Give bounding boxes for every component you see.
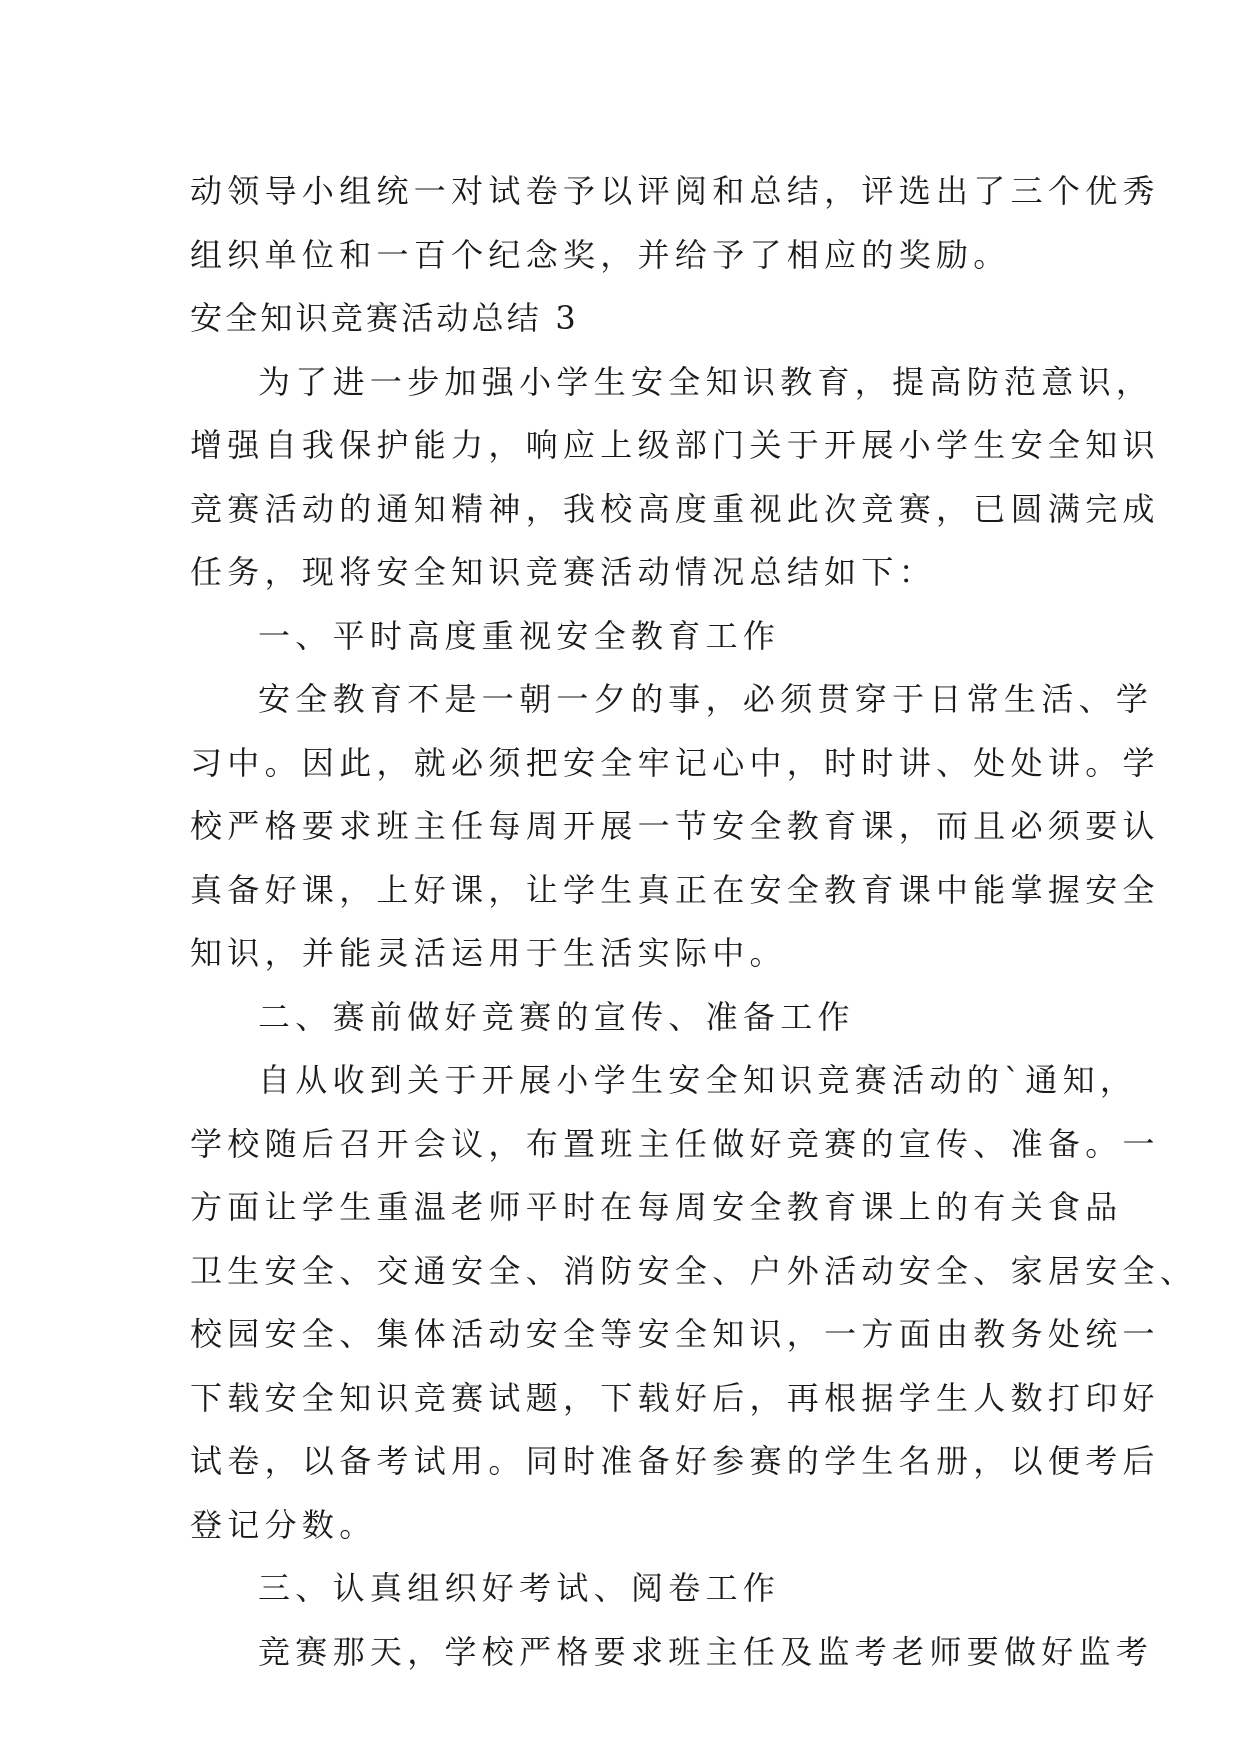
text-line: 卫生安全、交通安全、消防安全、户外活动安全、家居安全、 <box>190 1251 1198 1290</box>
text-line: 试卷，以备考试用。同时准备好参赛的学生名册，以便考后 <box>190 1442 1160 1480</box>
text-line: 下载安全知识竞赛试题，下载好后，再根据学生人数打印好 <box>190 1378 1160 1417</box>
text-line: 学校随后召开会议，布置班主任做好竞赛的宣传、准备。一 <box>190 1124 1160 1163</box>
subheading-line: 二、赛前做好竞赛的宣传、准备工作 <box>258 997 855 1036</box>
text-line: 习中。因此，就必须把安全牢记心中，时时讲、处处讲。学 <box>190 743 1160 782</box>
paragraph-first-line: 自从收到关于开展小学生安全知识竞赛活动的`通知， <box>258 1061 1138 1099</box>
text-line: 组织单位和一百个纪念奖，并给予了相应的奖励。 <box>190 235 1011 274</box>
subheading-line: 三、认真组织好考试、阅卷工作 <box>258 1569 781 1607</box>
text-line: 登记分数。 <box>190 1505 377 1544</box>
subheading-line: 一、平时高度重视安全教育工作 <box>258 616 781 655</box>
text-line: 方面让学生重温老师平时在每周安全教育课上的有关食品 <box>190 1188 1123 1226</box>
text-line: 任务，现将安全知识竞赛活动情况总结如下： <box>190 553 937 591</box>
section-heading: 安全知识竞赛活动总结 3 <box>190 299 579 337</box>
text-line: 增强自我保护能力，响应上级部门关于开展小学生安全知识 <box>190 426 1160 464</box>
text-line: 知识，并能灵活运用于生活实际中。 <box>190 934 787 972</box>
text-line: 真备好课，上好课，让学生真正在安全教育课中能掌握安全 <box>190 870 1160 909</box>
paragraph-first-line: 竞赛那天，学校严格要求班主任及监考老师要做好监考 <box>258 1632 1154 1671</box>
document-body <box>190 160 1198 1684</box>
text-line: 竞赛活动的通知精神，我校高度重视此次竞赛，已圆满完成 <box>190 489 1160 528</box>
paragraph-first-line: 安全教育不是一朝一夕的事，必须贯穿于日常生活、学 <box>258 680 1154 718</box>
paragraph-first-line: 为了进一步加强小学生安全知识教育，提高防范意识， <box>258 362 1154 401</box>
text-line: 校严格要求班主任每周开展一节安全教育课，而且必须要认 <box>190 807 1160 845</box>
text-line: 动领导小组统一对试卷予以评阅和总结，评选出了三个优秀 <box>190 172 1160 210</box>
text-line: 校园安全、集体活动安全等安全知识，一方面由教务处统一 <box>190 1315 1160 1353</box>
